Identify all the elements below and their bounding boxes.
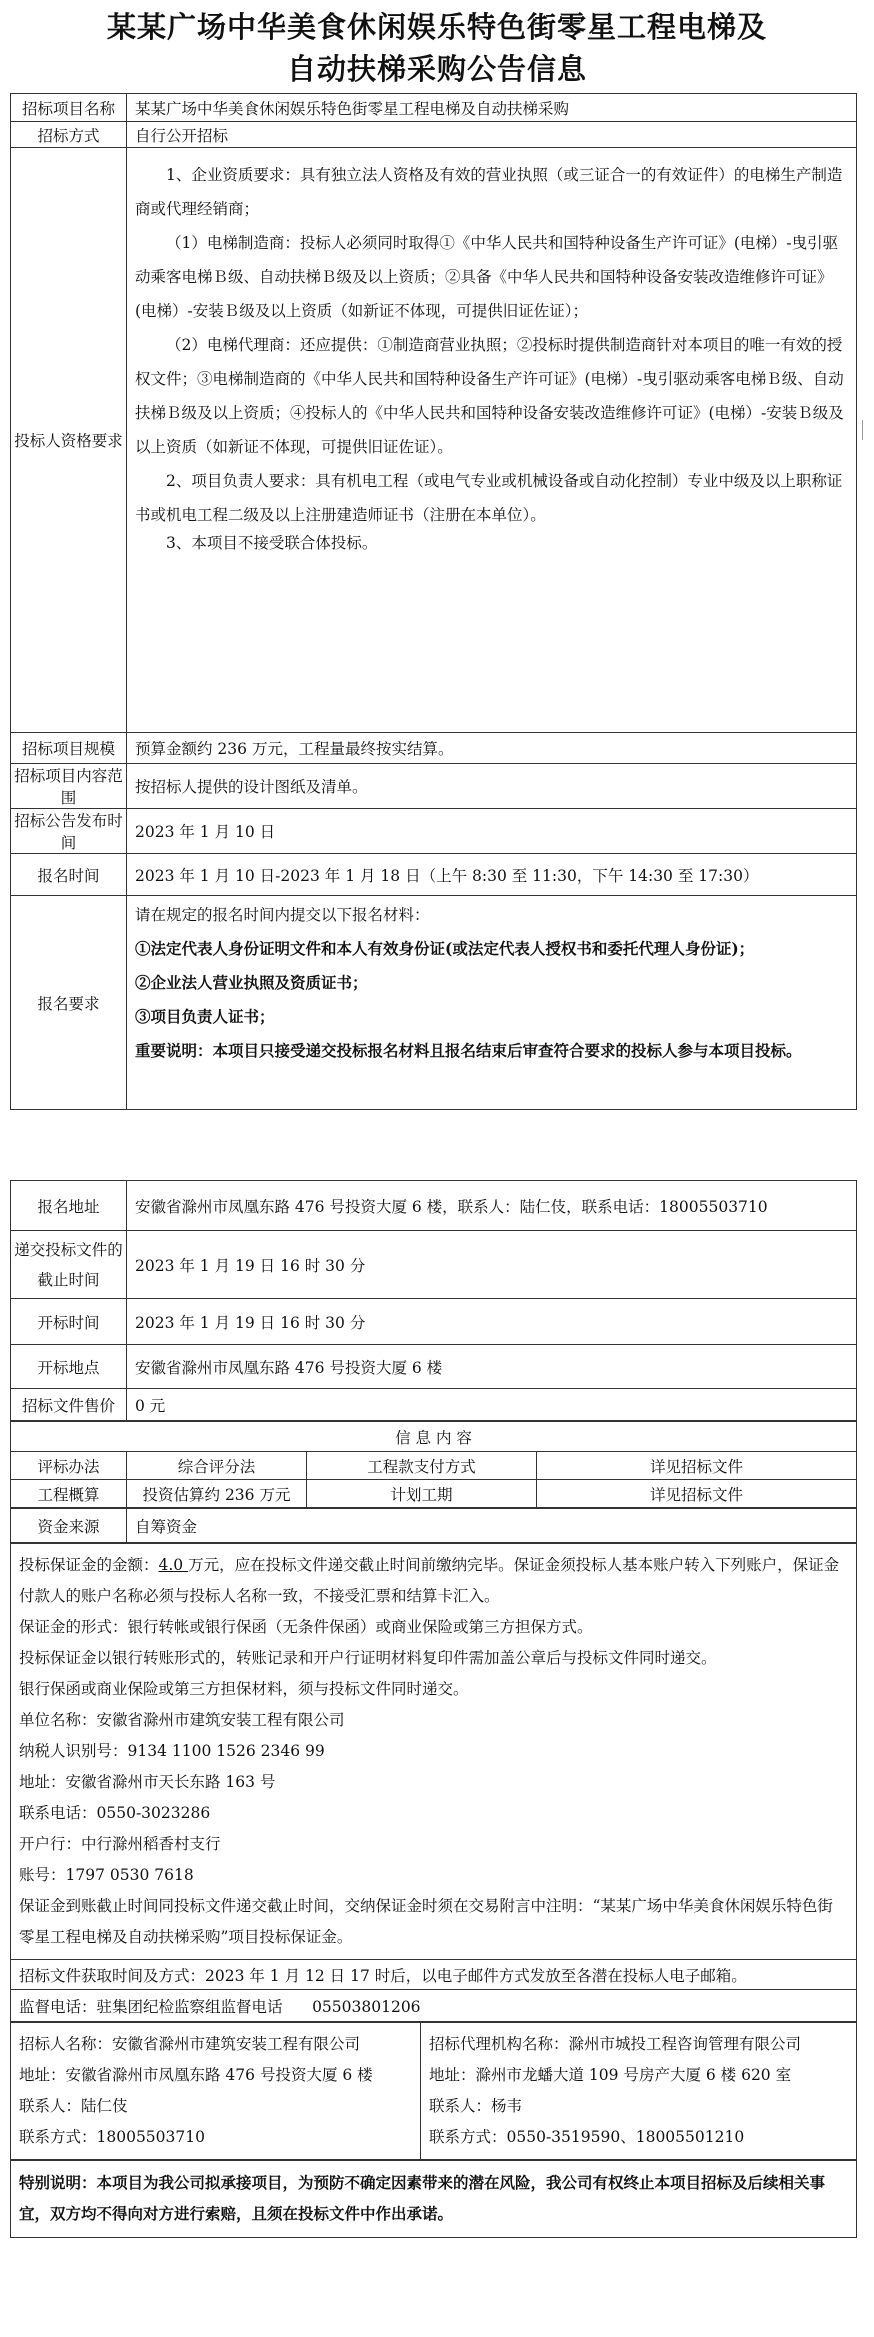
qualification-para: （2）电梯代理商：还应提供：①制造商营业执照；②投标时提供制造商针对本项目的唯一有效的授权文件；③电梯制造商的《中华人民共和国特种设备生产许可证》(电梯）-曳引驱动乘客电梯Ｂ级、自动扶梯Ｂ级及以上资质；④投标人的《中华人民共和国特种设备安装改造维修许可证》(电梯）-安装Ｂ级及以上资质（如新证不体现，可提供旧证佐证）。 (135, 336, 844, 456)
deposit-amount-para (19, 1550, 848, 1612)
title-line-2: 自动扶梯采购公告信息 (286, 52, 587, 86)
agent-line: 联系人：杨韦 (429, 2097, 523, 2115)
project-name-value: 某某广场中华美食休闲娱乐特色街零星工程电梯及自动扶梯采购 (127, 94, 857, 122)
regreq-item: ①法定代表人身份证明文件和本人有效身份证(或法定代表人授权书和委托代理人身份证)； (135, 939, 755, 958)
eval-label: 评标办法 (11, 1452, 127, 1480)
deposit-line: 投标保证金以银行转账形式的，转账记录和开户行证明材料复印件需加盖公章后与投标文件同时递交。 (19, 1649, 717, 1667)
opentime-label: 开标时间 (11, 1299, 127, 1345)
qualification-content (127, 148, 857, 733)
announcement-table-1 (10, 93, 857, 1110)
pay-value: 详见招标文件 (537, 1452, 857, 1480)
row-supervision (11, 1990, 857, 2022)
row-opentime (11, 1299, 857, 1345)
scan-mark (862, 420, 863, 440)
eval-value: 综合评分法 (127, 1452, 307, 1480)
special-note: 特别说明：本项目为我公司拟承接项目，为预防不确定因素带来的潜在风险，我公司有权终止本项目招标及后续相关事宜，双方均不得向对方进行索赔，且须在投标文件中作出承诺。 (11, 2161, 857, 2238)
fund-label: 资金来源 (11, 1509, 127, 1543)
agent-line: 招标代理机构名称：滁州市城投工程咨询管理有限公司 (429, 2035, 802, 2053)
project-name-label: 招标项目名称 (11, 94, 127, 122)
tenderer-line: 招标人名称：安徽省滁州市建筑安装工程有限公司 (19, 2035, 361, 2053)
tenderer-line: 地址：安徽省滁州市凤凰东路 476 号投资大厦 6 楼 (19, 2066, 373, 2084)
supervision-text: 监督电话：驻集团纪检监察组监督电话 05503801206 (11, 1990, 857, 2022)
agent-contact (421, 2023, 857, 2160)
price-label: 招标文件售价 (11, 1389, 127, 1421)
row-obtain (11, 1960, 857, 1990)
deposit-line: 单位名称：安徽省滁州市建筑安装工程有限公司 (19, 1711, 345, 1729)
scale-value: 预算金额约 236 万元，工程量最终按实结算。 (127, 733, 857, 764)
deposit-line: 开户行：中行滁州稻香村支行 (19, 1835, 221, 1853)
tenderer-contact (11, 2023, 421, 2160)
regreq-item: ②企业法人营业执照及资质证书； (135, 973, 368, 992)
regreq-intro: 请在规定的报名时间内提交以下报名材料： (135, 906, 430, 924)
openplace-label: 开标地点 (11, 1345, 127, 1389)
regreq-content (127, 896, 857, 1110)
scope-value: 按招标人提供的设计图纸及清单。 (127, 764, 857, 809)
row-regtime (11, 854, 857, 896)
opentime-value: 2023 年 1 月 19 日 16 时 30 分 (127, 1299, 857, 1345)
row-address (11, 1181, 857, 1231)
row-special (11, 2161, 857, 2238)
qualification-label: 投标人资格要求 (11, 148, 127, 733)
deposit-line: 联系电话：0550-3023286 (19, 1804, 211, 1822)
row-deposit (11, 1544, 857, 1960)
tenderer-line: 联系人：陆仁伎 (19, 2097, 128, 2115)
row-deadline (11, 1231, 857, 1299)
period-value: 详见招标文件 (537, 1480, 857, 1508)
period-label: 计划工期 (307, 1480, 537, 1508)
fund-value: 自筹资金 (127, 1509, 857, 1543)
method-value: 自行公开招标 (127, 122, 857, 148)
deposit-amount: 4.0 (158, 1556, 189, 1574)
row-scale (11, 733, 857, 764)
address-value: 安徽省滁州市凤凰东路 476 号投资大厦 6 楼，联系人：陆仁伎，联系电话：18005503710 (127, 1181, 857, 1231)
row-eval (11, 1452, 857, 1480)
deposit-content (11, 1544, 857, 1960)
deposit-line: 地址：安徽省滁州市天长东路 163 号 (19, 1773, 276, 1791)
deposit-line: 保证金到账截止时间同投标文件递交截止时间，交纳保证金时须在交易附言中注明：“某某广场中华美食休闲娱乐特色街零星工程电梯及自动扶梯采购”项目投标保证金。 (19, 1897, 833, 1946)
qualification-para: （1）电梯制造商：投标人必须同时取得①《中华人民共和国特种设备生产许可证》(电梯）-曳引驱动乘客电梯Ｂ级、自动扶梯Ｂ级及以上资质；②具备《中华人民共和国特种设备安装改造维修许可证》(电梯）-安装Ｂ级及以上资质（如新证不体现，可提供旧证佐证）； (135, 234, 839, 320)
row-contacts (11, 2023, 857, 2160)
agent-line: 联系方式：0550-3519590、18005501210 (429, 2128, 745, 2146)
address-label: 报名地址 (11, 1181, 127, 1231)
regtime-value: 2023 年 1 月 10 日-2023 年 1 月 18 日（上午 8:30 至 11:30，下午 14:30 至 17:30） (127, 854, 857, 896)
budget-label: 工程概算 (11, 1480, 127, 1508)
row-scope (11, 764, 857, 809)
tenderer-line: 联系方式：18005503710 (19, 2128, 205, 2146)
deadline-label: 递交投标文件的截止时间 (11, 1231, 127, 1299)
deposit-amount-pre: 投标保证金的金额： (19, 1556, 159, 1574)
row-budget (11, 1480, 857, 1508)
row-project-name (11, 94, 857, 122)
budget-value: 投资估算约 236 万元 (127, 1480, 307, 1508)
openplace-value: 安徽省滁州市凤凰东路 476 号投资大厦 6 楼 (127, 1345, 857, 1389)
deposit-line: 纳税人识别号：9134 1100 1526 2346 99 (19, 1742, 325, 1760)
row-info-header (11, 1422, 857, 1452)
row-pubdate (11, 809, 857, 854)
agent-line: 地址：滁州市龙蟠大道 109 号房产大厦 6 楼 620 室 (429, 2066, 792, 2084)
pubdate-label: 招标公告发布时间 (11, 809, 127, 854)
pay-label: 工程款支付方式 (307, 1452, 537, 1480)
deposit-line: 保证金的形式：银行转帐或银行保函（无条件保函）或商业保险或第三方担保方式。 (19, 1618, 593, 1636)
info-header: 信 息 内 容 (11, 1422, 857, 1452)
regreq-note: 重要说明：本项目只接受递交投标报名材料且报名结束后审查符合要求的投标人参与本项目投标。 (135, 1041, 802, 1060)
obtain-text: 招标文件获取时间及方式：2023 年 1 月 12 日 17 时后，以电子邮件方式发放至各潜在投标人电子邮箱。 (11, 1960, 857, 1990)
announcement-table-2 (10, 1180, 857, 2238)
pubdate-value: 2023 年 1 月 10 日 (127, 809, 857, 854)
row-regreq (11, 896, 857, 1110)
regreq-item: ③项目负责人证书； (135, 1007, 275, 1026)
price-value: 0 元 (127, 1389, 857, 1421)
deadline-value: 2023 年 1 月 19 日 16 时 30 分 (127, 1231, 857, 1299)
page-title (0, 6, 874, 90)
regreq-label: 报名要求 (11, 896, 127, 1110)
row-method (11, 122, 857, 148)
regtime-label: 报名时间 (11, 854, 127, 896)
scale-label: 招标项目规模 (11, 733, 127, 764)
row-fund (11, 1509, 857, 1543)
deposit-line: 银行保函或商业保险或第三方担保材料，须与投标文件同时递交。 (19, 1680, 469, 1698)
qualification-para: 3、本项目不接受联合体投标。 (166, 534, 378, 552)
deposit-line: 账号：1797 0530 7618 (19, 1866, 194, 1884)
deposit-amount-post: 万元，应在投标文件递交截止时间前缴纳完毕。保证金须投标人基本账户转入下列账户，保证金付款人的账户名称必须与投标人名称一致，不接受汇票和结算卡汇入。 (19, 1556, 840, 1605)
row-openplace (11, 1345, 857, 1389)
qualification-para: 1、企业资质要求：具有独立法人资格及有效的营业执照（或三证合一的有效证件）的电梯生产制造商或代理经销商； (135, 166, 843, 218)
row-qualification (11, 148, 857, 733)
qualification-para: 2、项目负责人要求：具有机电工程（或电气专业或机械设备或自动化控制）专业中级及以上职称证书或机电工程二级及以上注册建造师证书（注册在本单位）。 (135, 472, 843, 524)
method-label: 招标方式 (11, 122, 127, 148)
title-line-1: 某某广场中华美食休闲娱乐特色街零星工程电梯及 (106, 10, 767, 44)
scope-label: 招标项目内容范围 (11, 764, 127, 809)
row-price (11, 1389, 857, 1421)
